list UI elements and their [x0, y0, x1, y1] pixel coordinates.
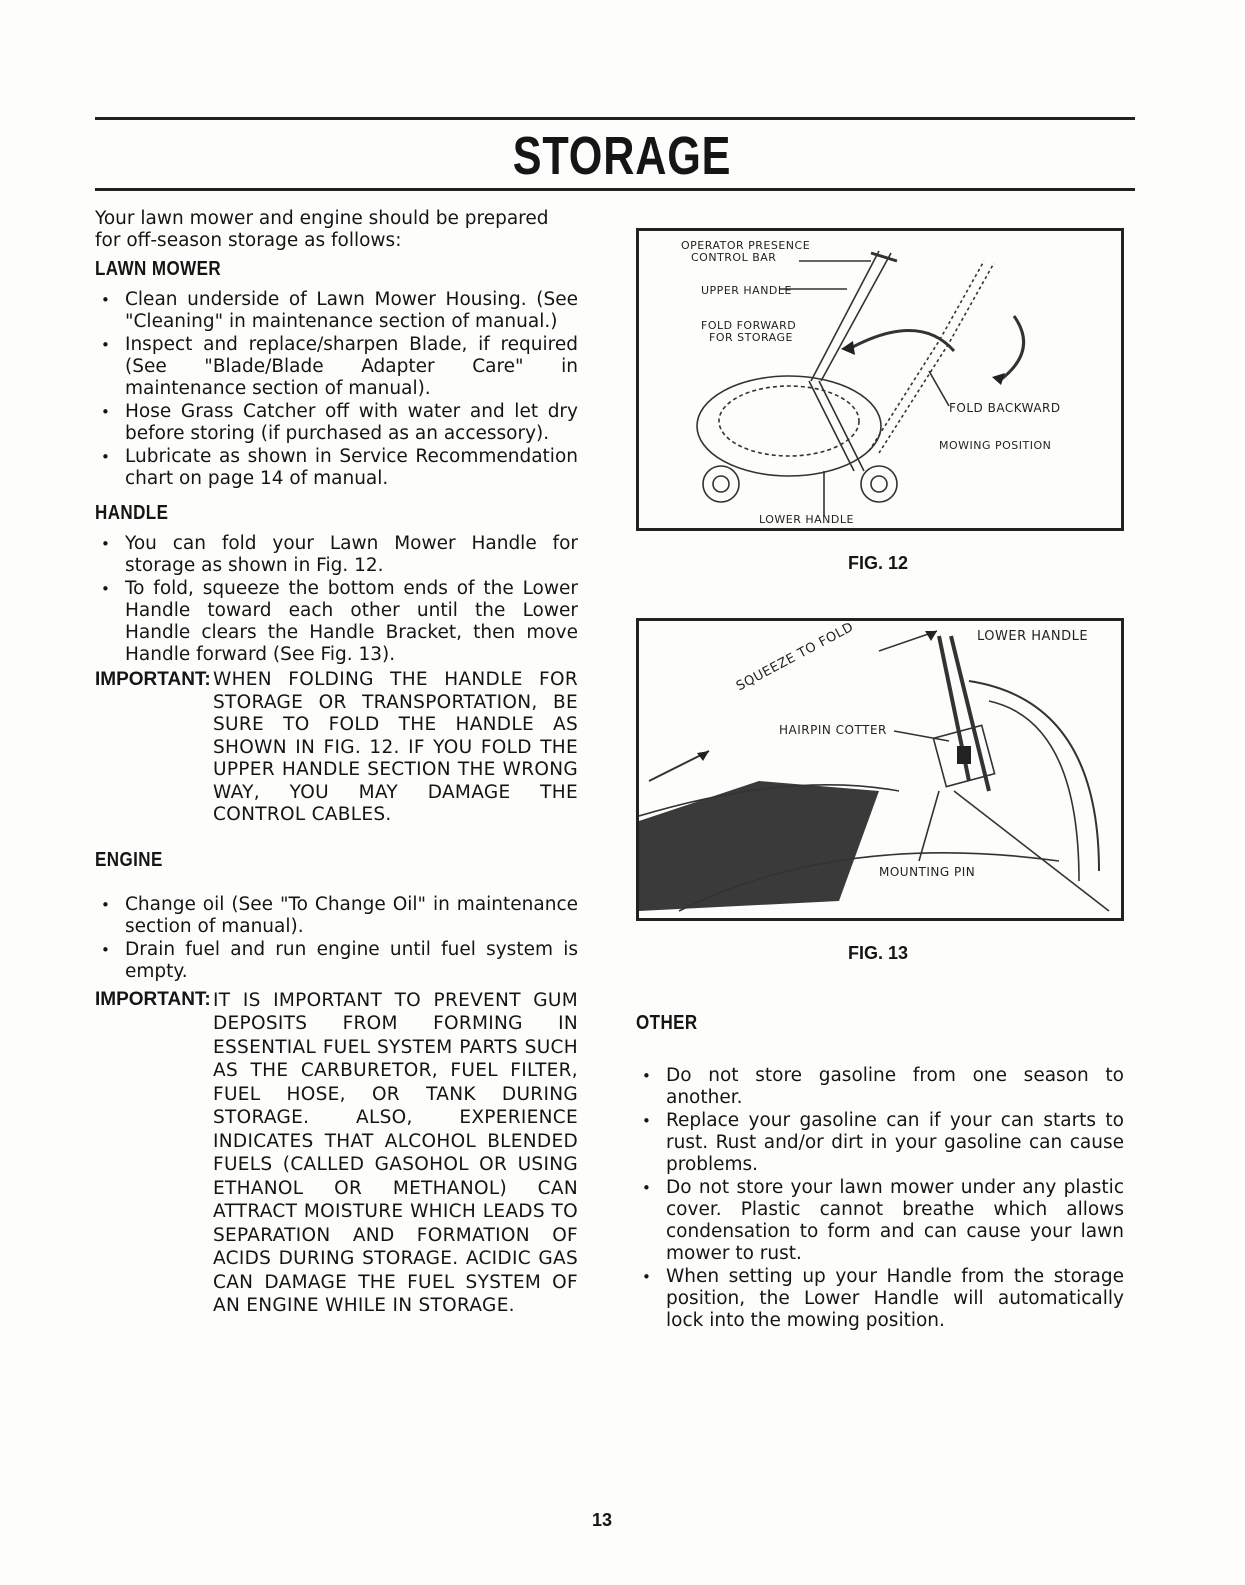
engine-important-notice — [95, 989, 578, 1318]
label-lower-handle: LOWER HANDLE — [759, 513, 854, 526]
important-text: WHEN FOLDING THE HANDLE FOR STORAGE OR TRANSPORTATION, BE SURE TO FOLD THE HANDLE AS SHOWN IN FIG. 12. IF YOU FOLD THE UPPER HANDLE SECTION THE WRONG WAY, YOU MAY DAMAGE THE CONTROL CABLES. — [213, 669, 578, 825]
label-fold-forward: FOLD FORWARD — [701, 319, 797, 332]
label-for-storage: FOR STORAGE — [709, 331, 793, 344]
front-wheel-shape — [703, 466, 739, 502]
important-text: IT IS IMPORTANT TO PREVENT GUM DEPOSITS FROM FORMING IN ESSENTIAL FUEL SYSTEM PARTS SUCH AS THE CARBURETOR, FUEL FILTER, FUEL HOSE, OR TANK DURING STORAGE. ALSO, EXPERIENCE INDICATES THAT ALCOHOL BLENDED FUELS (CALLED GASOHOL OR USING ETHANOL OR METHANOL) CAN ATTRACT MOISTURE WHICH LEADS TO SEPARATION AND FORMATION OF ACIDS DURING STORAGE. ACIDIC GAS CAN DAMAGE THE FUEL SYSTEM OF AN ENGINE WHILE IN STORAGE. — [213, 989, 578, 1316]
list-item: • You can fold your Lawn Mower Handle for storage as shown in Fig. 12. — [95, 533, 578, 577]
fold-backward-arrow-curve — [999, 316, 1024, 381]
label-operator-presence: OPERATOR PRESENCE — [681, 239, 811, 252]
arrow-head-icon — [925, 631, 937, 641]
lower-handle-right-bar — [819, 381, 864, 471]
list-item: • Replace your gasoline can if your can starts to rust. Rust and/or dirt in your gasoline can cause problems. — [636, 1110, 1124, 1176]
important-label: IMPORTANT: — [95, 988, 211, 1010]
label-fold-backward: FOLD BACKWARD — [949, 401, 1061, 415]
fold-arrow-curve — [849, 330, 954, 351]
mowing-position-handle-dashed-2 — [879, 263, 994, 453]
label-control-bar: CONTROL BAR — [691, 251, 777, 264]
mower-deck-shape — [697, 376, 881, 476]
label-mounting-pin: MOUNTING PIN — [879, 865, 976, 879]
engine-heading: ENGINE — [95, 848, 163, 871]
other-heading: OTHER — [636, 1012, 698, 1034]
intro-text: Your lawn mower and engine should be prepared for off-season storage as follows: — [95, 208, 549, 251]
list-item: • Hose Grass Catcher off with water and let dry before storing (if purchased as an accessory). — [95, 401, 578, 445]
arrow-head-icon — [841, 341, 855, 355]
list-item: • Drain fuel and run engine until fuel system is empty. — [95, 939, 578, 983]
mowing-position-handle-dashed — [869, 261, 984, 451]
list-item: • Do not store gasoline from one season to another. — [636, 1065, 1124, 1109]
right-column — [636, 1008, 1124, 1333]
label-hairpin-cotter: HAIRPIN COTTER — [779, 723, 887, 737]
handle-heading: HANDLE — [95, 502, 169, 524]
rear-wheel-hub — [871, 476, 887, 492]
fig12-illustration — [636, 228, 1124, 531]
label-upper-handle: UPPER HANDLE — [701, 284, 792, 297]
list-item: • When setting up your Handle from the storage position, the Lower Handle will automatically lock into the mowing position. — [636, 1266, 1124, 1332]
label-mowing-position: MOWING POSITION — [939, 439, 1052, 452]
important-label: IMPORTANT: — [95, 669, 211, 690]
deck-inner-shape — [719, 386, 859, 456]
lawn-mower-heading: LAWN MOWER — [95, 258, 222, 280]
list-item: • Clean underside of Lawn Mower Housing. (See "Cleaning" in maintenance section of manual.) — [95, 289, 578, 333]
other-list — [636, 1065, 1124, 1332]
front-wheel-hub — [713, 476, 729, 492]
label-lower-handle: LOWER HANDLE — [977, 629, 1089, 644]
list-item: • Lubricate as shown in Service Recommendation chart on page 14 of manual. — [95, 446, 578, 490]
mower-handle-folding-drawing — [639, 231, 1121, 528]
rear-wheel-shape — [861, 466, 897, 502]
list-item: • Do not store your lawn mower under any plastic cover. Plastic cannot breathe which allows condensation to form and can cause your lawn mower to rust. — [636, 1177, 1124, 1265]
fig13-caption: FIG. 13 — [848, 943, 909, 963]
upper-handle-right-bar — [821, 253, 891, 381]
hairpin-cotter-shape — [957, 746, 971, 764]
list-item: • Change oil (See "To Change Oil" in maintenance section of manual). — [95, 894, 578, 938]
label-squeeze-to-fold: SQUEEZE TO FOLD — [734, 619, 857, 695]
header-rule-bottom — [95, 188, 1135, 191]
fig12-caption: FIG. 12 — [848, 553, 909, 573]
handle-list — [95, 533, 578, 666]
lawn-mower-list — [95, 289, 578, 490]
list-item: • Inspect and replace/sharpen Blade, if required (See "Blade/Blade Adapter Care" in maintenance section of manual). — [95, 334, 578, 400]
handle-important-notice — [95, 669, 578, 827]
list-item: • To fold, squeeze the bottom ends of the Lower Handle toward each other until the Lower Handle clears the Handle Bracket, then move Handle forward (See Fig. 13). — [95, 578, 578, 666]
lower-handle-left-bar — [809, 381, 854, 471]
wheel-cover-inner — [989, 701, 1079, 881]
leader-line — [954, 791, 1109, 911]
header-rule-top — [95, 117, 1135, 120]
page-number: 13 — [592, 1510, 613, 1530]
leader-line — [919, 791, 939, 861]
upper-handle-left-bar — [811, 251, 879, 381]
leader-line — [929, 371, 949, 406]
mower-deck-dark-shape — [639, 781, 879, 911]
fig13-illustration — [636, 618, 1124, 921]
page-title: STORAGE — [512, 126, 732, 186]
engine-list — [95, 894, 578, 983]
left-column — [95, 208, 578, 1318]
